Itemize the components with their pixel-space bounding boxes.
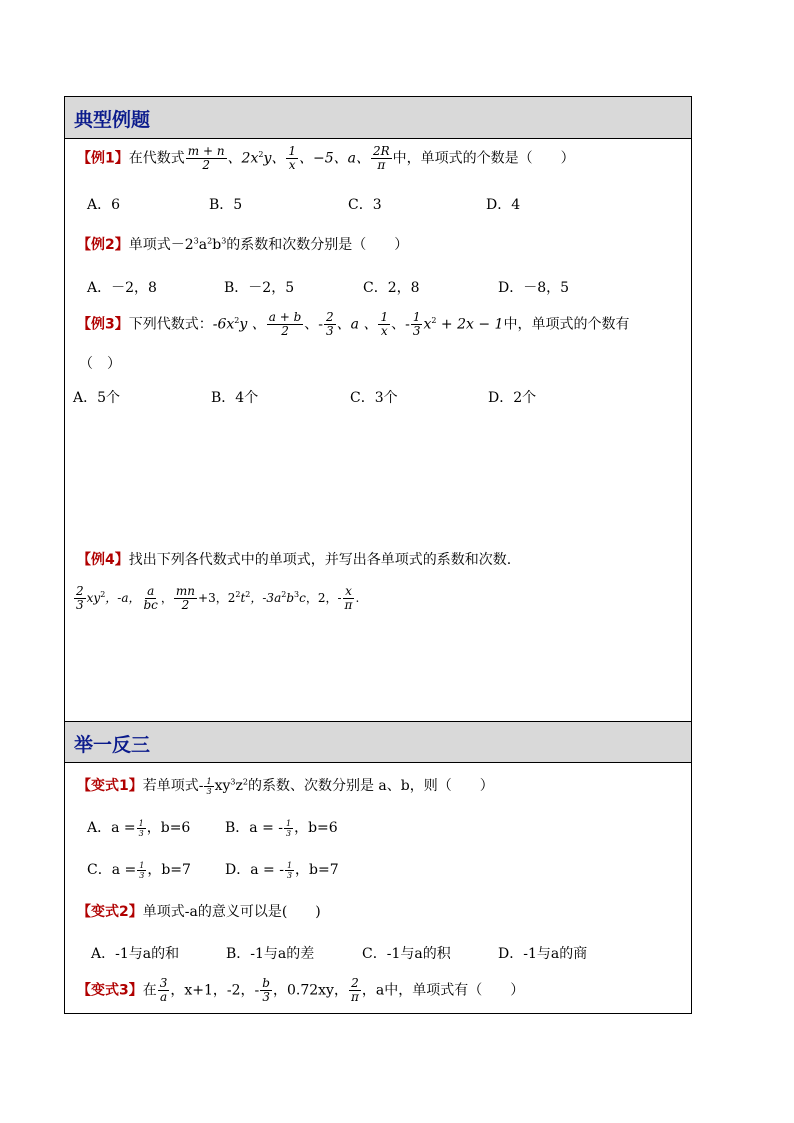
fraction	[267, 311, 304, 338]
text: b	[286, 591, 295, 605]
option-c[interactable]: C．3个	[350, 390, 398, 406]
text: y 、	[239, 316, 266, 333]
numerator: 2	[326, 310, 334, 324]
denominator: x	[288, 158, 296, 172]
numerator: m + n	[187, 144, 225, 158]
exponent: 3	[230, 777, 236, 787]
option-a[interactable]: A．6	[87, 197, 121, 213]
fraction	[158, 977, 170, 1004]
text: 单项式-a的意义可以是( )	[142, 904, 321, 920]
numerator: x	[345, 584, 352, 598]
section-header-practice	[65, 721, 691, 763]
text: 、−5、a、	[299, 150, 370, 167]
text: ，0.72xy，	[272, 982, 348, 999]
numerator: 1	[139, 860, 145, 870]
numerator: 1	[206, 776, 212, 786]
exponent: 3	[294, 590, 300, 599]
text: ，b=7	[147, 862, 191, 878]
exponent: 2	[242, 777, 248, 787]
exponent: 2	[245, 590, 251, 599]
denominator: 2	[202, 158, 210, 172]
numerator: 1	[138, 818, 144, 828]
example-tag: 【例2】	[77, 237, 129, 253]
fraction	[142, 585, 160, 612]
variant-3-question	[77, 977, 703, 1004]
text: xy	[214, 778, 231, 794]
example-tag: 【例4】	[77, 552, 129, 568]
section-title: 典型例题	[74, 109, 151, 131]
numerator: 2	[351, 976, 359, 990]
numerator: 1	[380, 310, 389, 324]
text: 找出下列各代数式中的单项式，并写出各单项式的系数和次数.	[128, 552, 512, 568]
fraction	[343, 585, 355, 612]
text: c	[299, 591, 306, 605]
text: 若单项式	[142, 778, 199, 794]
text: 在	[142, 982, 157, 999]
text: t	[240, 591, 246, 605]
fraction	[284, 819, 293, 838]
option-a[interactable]: A．-1与a的和	[91, 946, 180, 962]
option-d[interactable]	[225, 859, 339, 880]
text: -6x	[212, 316, 235, 333]
denominator: 2	[281, 324, 289, 338]
text: + 2x − 1	[436, 316, 504, 333]
numerator: 1	[286, 860, 293, 870]
text: +3，2	[198, 591, 236, 605]
numerator: 1	[286, 818, 292, 828]
option-b[interactable]: B．5	[209, 197, 243, 213]
denominator: 3	[139, 870, 145, 880]
text: B．a = -	[225, 820, 283, 836]
text: 中，单项式的个数是（ ）	[392, 150, 575, 167]
text: 、-	[391, 316, 410, 333]
denominator: 3	[206, 786, 212, 796]
text: a	[198, 237, 208, 253]
option-c[interactable]	[87, 859, 191, 880]
variant-tag: 【变式1】	[77, 778, 143, 794]
denominator: bc	[143, 598, 158, 612]
text: y、	[263, 150, 286, 167]
fraction	[137, 819, 146, 838]
denominator: 3	[286, 828, 292, 838]
variant-tag: 【变式3】	[77, 982, 143, 999]
fraction	[174, 585, 197, 612]
numerator: 2R	[373, 144, 390, 158]
text: 、2x	[227, 150, 259, 167]
denominator: 3	[412, 324, 421, 338]
example-3-line2[interactable]: （ ）	[79, 356, 121, 372]
denominator: 3	[76, 598, 84, 612]
exponent: 2	[431, 315, 437, 325]
option-d[interactable]: D．4	[486, 197, 521, 213]
option-a[interactable]: A．5个	[73, 390, 121, 406]
text: C．a =	[87, 862, 137, 878]
option-c[interactable]: C．3	[348, 197, 382, 213]
text: ，2，-	[305, 591, 342, 605]
variant-2-question	[77, 901, 703, 921]
denominator: 3	[326, 324, 334, 338]
text: 在代数式	[128, 150, 185, 167]
numerator: 2	[76, 584, 84, 598]
exponent: 2	[234, 315, 240, 325]
exponent: 3	[221, 236, 227, 246]
section-header-examples	[65, 97, 691, 139]
numerator: 3	[159, 976, 168, 990]
fraction	[349, 977, 361, 1004]
denominator: 2	[181, 598, 190, 612]
numerator: 1	[412, 310, 421, 324]
fraction	[371, 145, 392, 172]
option-c[interactable]: C．2，8	[363, 280, 420, 296]
text: -	[198, 778, 204, 794]
example-4-expressions	[73, 585, 699, 612]
option-d[interactable]: D．-1与a的商	[498, 946, 588, 962]
text: 的系数和次数分别是（ ）	[226, 237, 409, 253]
text: z	[235, 778, 243, 794]
example-4-question	[77, 549, 703, 569]
text: x	[423, 316, 432, 333]
example-2-question	[77, 234, 703, 254]
numerator: a	[147, 584, 155, 598]
exponent: 2	[100, 590, 106, 599]
option-d[interactable]: D．2个	[488, 390, 537, 406]
worksheet-frame	[64, 96, 692, 1014]
option-b[interactable]: B．4个	[211, 390, 259, 406]
text: ，-a，	[105, 591, 141, 605]
fraction	[411, 311, 423, 338]
exponent: 2	[281, 590, 287, 599]
variant-tag: 【变式2】	[77, 904, 143, 920]
example-1-question	[77, 145, 703, 172]
text: ，b=7	[295, 862, 339, 878]
fraction	[285, 861, 294, 880]
text: 的系数、次数分别是 a、b，则（ ）	[247, 778, 494, 794]
fraction	[378, 311, 390, 338]
denominator: x	[380, 324, 388, 338]
text: ，-3a	[250, 591, 282, 605]
text: xy	[86, 591, 101, 605]
text: ，a中，单项式有（ ）	[361, 982, 525, 999]
section-title: 举一反三	[74, 734, 151, 756]
text: ，b=6	[294, 820, 338, 836]
numerator: b	[262, 976, 270, 990]
numerator: a + b	[268, 310, 302, 324]
denominator: π	[344, 598, 353, 612]
denominator: π	[350, 990, 359, 1004]
text: ，	[160, 591, 173, 605]
option-b[interactable]: B．-1与a的差	[226, 946, 315, 962]
variant-1-question	[77, 775, 703, 796]
fraction	[74, 585, 86, 612]
example-tag: 【例3】	[77, 316, 129, 333]
text: 、a 、	[336, 316, 378, 333]
denominator: π	[377, 158, 386, 172]
exponent: 2	[258, 149, 264, 159]
option-c[interactable]: C．-1与a的积	[362, 946, 451, 962]
fraction	[204, 777, 213, 796]
option-a[interactable]: A．－2，8	[87, 280, 157, 296]
exponent: 2	[207, 236, 213, 246]
text: b	[212, 237, 222, 253]
denominator: 3	[138, 828, 144, 838]
numerator: 1	[288, 144, 297, 158]
text: A．a =	[87, 820, 136, 836]
option-b[interactable]	[225, 817, 338, 838]
exponent: 2	[235, 590, 241, 599]
example-3-question	[77, 311, 703, 338]
example-tag: 【例1】	[77, 150, 129, 167]
text: 下列代数式：	[128, 316, 213, 333]
text: 、-	[304, 316, 324, 333]
text: 中，单项式的个数有	[503, 316, 630, 333]
fraction	[137, 861, 146, 880]
fraction	[260, 977, 272, 1004]
exponent: 3	[193, 236, 199, 246]
text: ，x+1，-2，-	[170, 982, 260, 999]
denominator: 3	[286, 870, 293, 880]
option-d[interactable]: D．－8，5	[498, 280, 570, 296]
text: ，b=6	[146, 820, 191, 836]
fraction	[186, 145, 227, 172]
fraction	[324, 311, 336, 338]
denominator: 3	[262, 990, 270, 1004]
text: 单项式－2	[128, 237, 194, 253]
text: .	[355, 591, 360, 605]
fraction	[286, 145, 298, 172]
numerator: mn	[175, 584, 196, 598]
option-b[interactable]: B．－2，5	[224, 280, 295, 296]
option-a[interactable]	[87, 817, 190, 838]
text: D．a = -	[225, 862, 284, 878]
denominator: a	[159, 990, 168, 1004]
